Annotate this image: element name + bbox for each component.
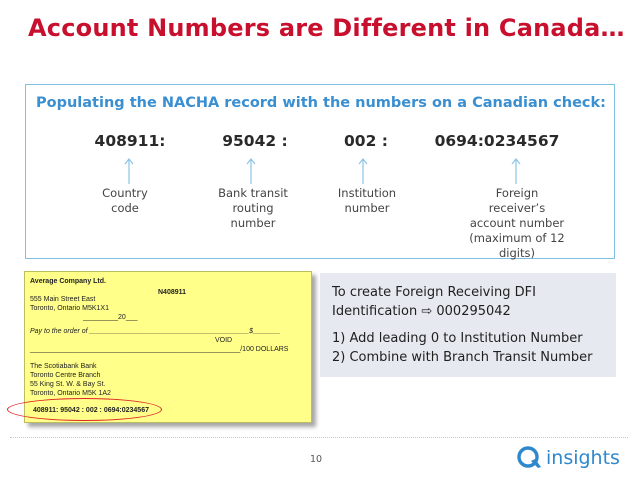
nacha-panel [25,84,615,259]
panel-subtitle: Populating the NACHA record with the numbers on a Canadian check: [36,95,606,111]
page-number: 10 [310,454,323,465]
check-number: N408911 [158,289,187,296]
segment-label-account: Foreign receiver’s account number (maximum of 12 digits) [469,186,565,260]
arrow-up-icon [358,157,368,185]
footer-divider [10,437,628,438]
check-payee-line: Pay to the order of _________________________________________$_______ [30,328,281,335]
instruction-step: 1) Add leading 0 to Institution Number [332,331,583,346]
check-date-line: _________20___ [83,314,138,321]
segment-label-country: Country code [102,186,148,215]
insights-logo [516,445,620,471]
segment-account-number: 0694:0234567 [434,132,560,150]
segment-country-code: 408911: [94,132,166,150]
q-logo-icon [516,445,542,471]
segment-transit-number: 95042 : [222,132,288,150]
check-address-line: 555 Main Street East [30,296,96,303]
arrow-up-icon [124,157,134,185]
check-micr-line: 408911: 95042 : 002 : 0694:0234567 [33,407,149,414]
check-company-name: Average Company Ltd. [30,278,106,285]
check-bank-line: Toronto Centre Branch [30,372,101,379]
instruction-step: 2) Combine with Branch Transit Number [332,350,593,365]
dfi-instructions-box [320,273,616,377]
check-amount-line: ______________________________________________________/100 DOLLARS [30,346,289,353]
instruction-line: To create Foreign Receiving DFI [332,285,536,300]
instruction-line: Identification ⇨ 000295042 [332,304,511,319]
check-bank-line: Toronto, Ontario M5K 1A2 [30,390,111,397]
check-void-mark: VOID [215,337,233,344]
segment-institution-number: 002 : [344,132,388,150]
logo-text: insights [546,447,620,469]
segment-label-institution: Institution number [337,186,397,215]
slide-title: Account Numbers are Different in Canada… [28,14,625,42]
micr-highlight-oval [7,398,162,421]
check-bank-line: 55 King St. W. & Bay St. [30,381,106,388]
check-address-line: Toronto, Ontario M5K1X1 [30,305,109,312]
arrow-up-icon [246,157,256,185]
check-bank-line: The Scotiabank Bank [30,363,97,370]
instruction-steps [332,329,604,367]
arrow-up-icon [511,157,521,185]
segment-label-transit: Bank transit routing number [218,186,288,230]
